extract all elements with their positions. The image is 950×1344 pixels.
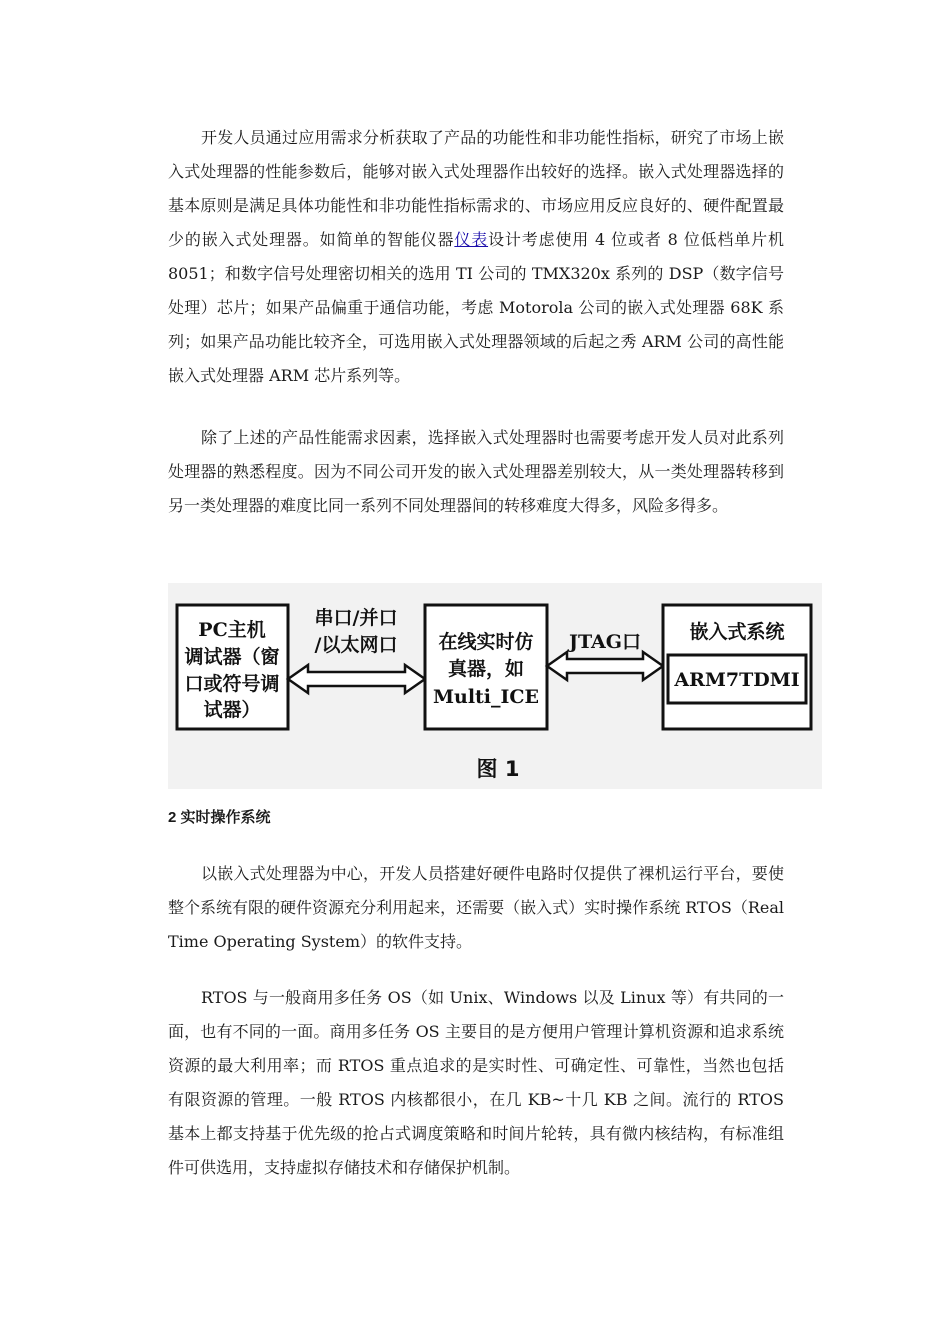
link-instrument[interactable]: 仪表 xyxy=(454,230,489,249)
figure-debug-diagram xyxy=(168,583,822,789)
embedded-system-title: 嵌入式系统 xyxy=(689,621,785,643)
figure-caption: 图 1 xyxy=(476,757,520,781)
pc-host-line-2: 调试器（窗 xyxy=(184,646,280,668)
arm-core-label: ARM7TDMI xyxy=(674,669,800,691)
ethernet-label: /以太网口 xyxy=(314,634,398,656)
double-arrow-1 xyxy=(288,665,425,693)
paragraph-rtos-intro: 以嵌入式处理器为中心，开发人员搭建好硬件电路时仅提供了裸机运行平台，要使整个系统有限的硬件资源充分利用起来，还需要（嵌入式）实时操作系统 RTOS（Real Time Operating System）的软件支持。 xyxy=(168,864,784,951)
paragraph-processor-selection xyxy=(168,121,784,393)
paragraph-familiarity: 除了上述的产品性能需求因素，选择嵌入式处理器时也需要考虑开发人员对此系列处理器的熟悉程度。因为不同公司开发的嵌入式处理器差别较大，从一类处理器转移到另一类处理器的难度比同一系列不同处理器间的转移难度大得多，风险多得多。 xyxy=(168,428,784,515)
section-heading: 2 实时操作系统 xyxy=(168,809,271,826)
diagram-svg xyxy=(168,583,822,789)
paragraph-rtos-comparison: RTOS 与一般商用多任务 OS（如 Unix、Windows 以及 Linux 等）有共同的一面，也有不同的一面。商用多任务 OS 主要目的是方便用户管理计算机资源和追求系统资源的最大利用率；而 RTOS 重点追求的是实时性、可确定性、可靠性，当然也包括有限资源的管理。一般 RTOS 内核都很小，在几 KB~十几 KB 之间。流行的 RTOS 基本上都支持基于优先级的抢占式调度策略和时间片轮转，具有微内核结构，有标准组件可供选用，支持虚拟存储技术和存储保护机制。 xyxy=(168,988,784,1177)
pc-host-line-4: 试器） xyxy=(203,699,261,721)
emulator-line-1: 在线实时仿 xyxy=(438,631,534,653)
serial-parallel-label: 串口/并口 xyxy=(314,607,398,629)
paragraph-text-part: 设计考虑使用 4 位或者 8 位低档单片机 8051；和数字信号处理密切相关的选用 TI 公司的 TMX320x 系列的 DSP（数字信号处理）芯片；如果产品偏重于通信功能，考虑 Motorola 公司的嵌入式处理器 68K 系列；如果产品功能比较齐全，可选用嵌入式处理器领域的后起之秀 ARM 公司的高性能嵌入式处理器 ARM 芯片系列等。 xyxy=(168,230,784,385)
jtag-label: JTAG口 xyxy=(568,631,642,653)
emulator-line-2: 真器，如 xyxy=(447,658,525,680)
pc-host-line-1: PC主机 xyxy=(198,619,266,641)
emulator-line-3: Multi_ICE xyxy=(432,686,540,708)
paragraph-text-part: 开发人员通过应用需求分析获取了产品的功能性和非功能性指标，研究了市场上嵌入式处理器的性能参数后，能够对嵌入式处理器作出较好的选择。嵌入式处理器选择的基本原则是满足具体功能性和非功能性指标需求的、市场应用反应良好的、硬件配置最少的嵌入式处理器。如简单的智能仪器 xyxy=(168,128,784,249)
double-arrow-2 xyxy=(547,652,663,680)
pc-host-line-3: 口或符号调 xyxy=(184,673,280,695)
